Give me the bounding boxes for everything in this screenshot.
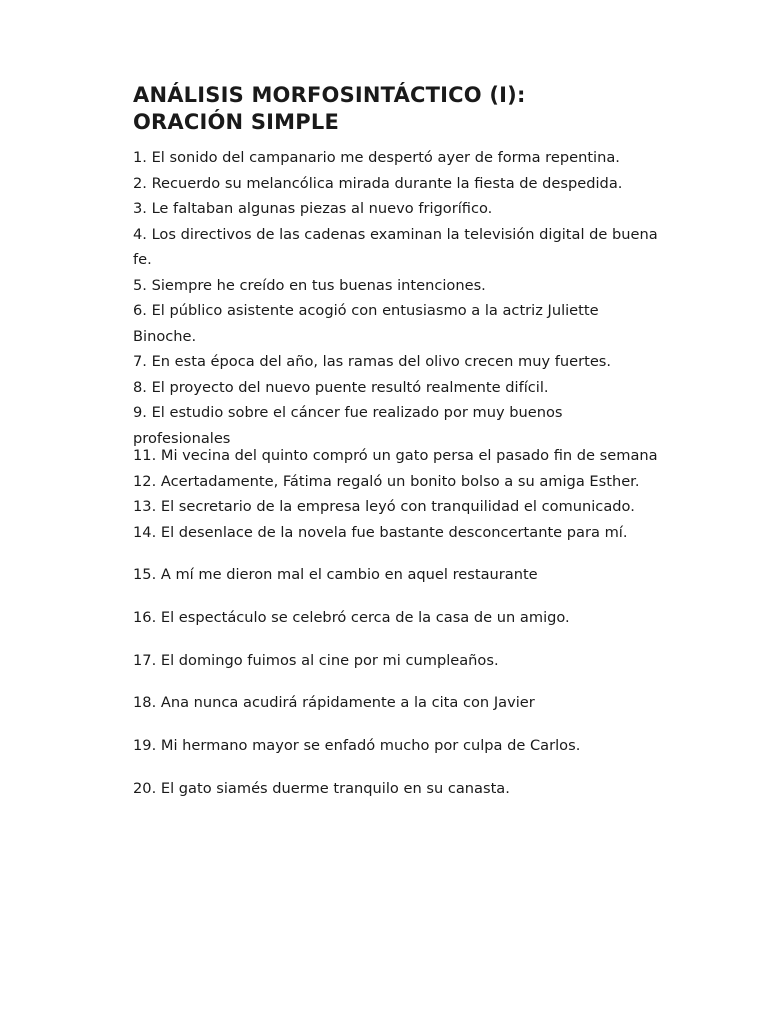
sentence-list-third bbox=[133, 562, 663, 801]
sentence-14: 14. El desenlace de la novela fue bastante desconcertante para mí. bbox=[133, 523, 628, 541]
sentence-list-first bbox=[133, 145, 663, 451]
sentence-15: 15. A mí me dieron mal el cambio en aquel restaurante bbox=[133, 566, 538, 583]
sentence-2: 2. Recuerdo su melancólica mirada durante la fiesta de despedida. bbox=[133, 174, 623, 192]
sentence-8: 8. El proyecto del nuevo puente resultó realmente difícil. bbox=[133, 378, 549, 396]
sentence-4: 4. Los directivos de las cadenas examinan la televisión digital de buena fe. bbox=[133, 225, 658, 268]
sentence-16: 16. El espectáculo se celebró cerca de la casa de un amigo. bbox=[133, 608, 570, 626]
sentence-1: 1. El sonido del campanario me despertó ayer de forma repentina. bbox=[133, 149, 620, 166]
sentence-list-second bbox=[133, 443, 663, 545]
sentence-17: 17. El domingo fuimos al cine por mi cumpleaños. bbox=[133, 651, 499, 669]
sentence-18: 18. Ana nunca acudirá rápidamente a la cita con Javier bbox=[133, 694, 535, 712]
sentence-9: 9. El estudio sobre el cáncer fue realizado por muy buenos profesionales bbox=[133, 404, 563, 447]
document-page bbox=[133, 82, 663, 819]
sentence-19: 19. Mi hermano mayor se enfadó mucho por culpa de Carlos. bbox=[133, 737, 581, 755]
sentence-12: 12. Acertadamente, Fátima regaló un bonito bolso a su amiga Esther. bbox=[133, 472, 640, 490]
sentence-11: 11. Mi vecina del quinto compró un gato persa el pasado fin de semana bbox=[133, 447, 658, 464]
sentence-6: 6. El público asistente acogió con entusiasmo a la actriz Juliette Binoche. bbox=[133, 302, 599, 345]
sentence-7: 7. En esta época del año, las ramas del olivo crecen muy fuertes. bbox=[133, 353, 612, 370]
sentence-3: 3. Le faltaban algunas piezas al nuevo frigorífico. bbox=[133, 200, 493, 217]
sentence-5: 5. Siempre he creído en tus buenas intenciones. bbox=[133, 276, 486, 294]
page-title: ANÁLISIS MORFOSINTÁCTICO (I): ORACIÓN SIMPLE bbox=[133, 83, 526, 134]
sentence-13: 13. El secretario de la empresa leyó con tranquilidad el comunicado. bbox=[133, 498, 635, 515]
sentence-20: 20. El gato siamés duerme tranquilo en su canasta. bbox=[133, 779, 510, 797]
